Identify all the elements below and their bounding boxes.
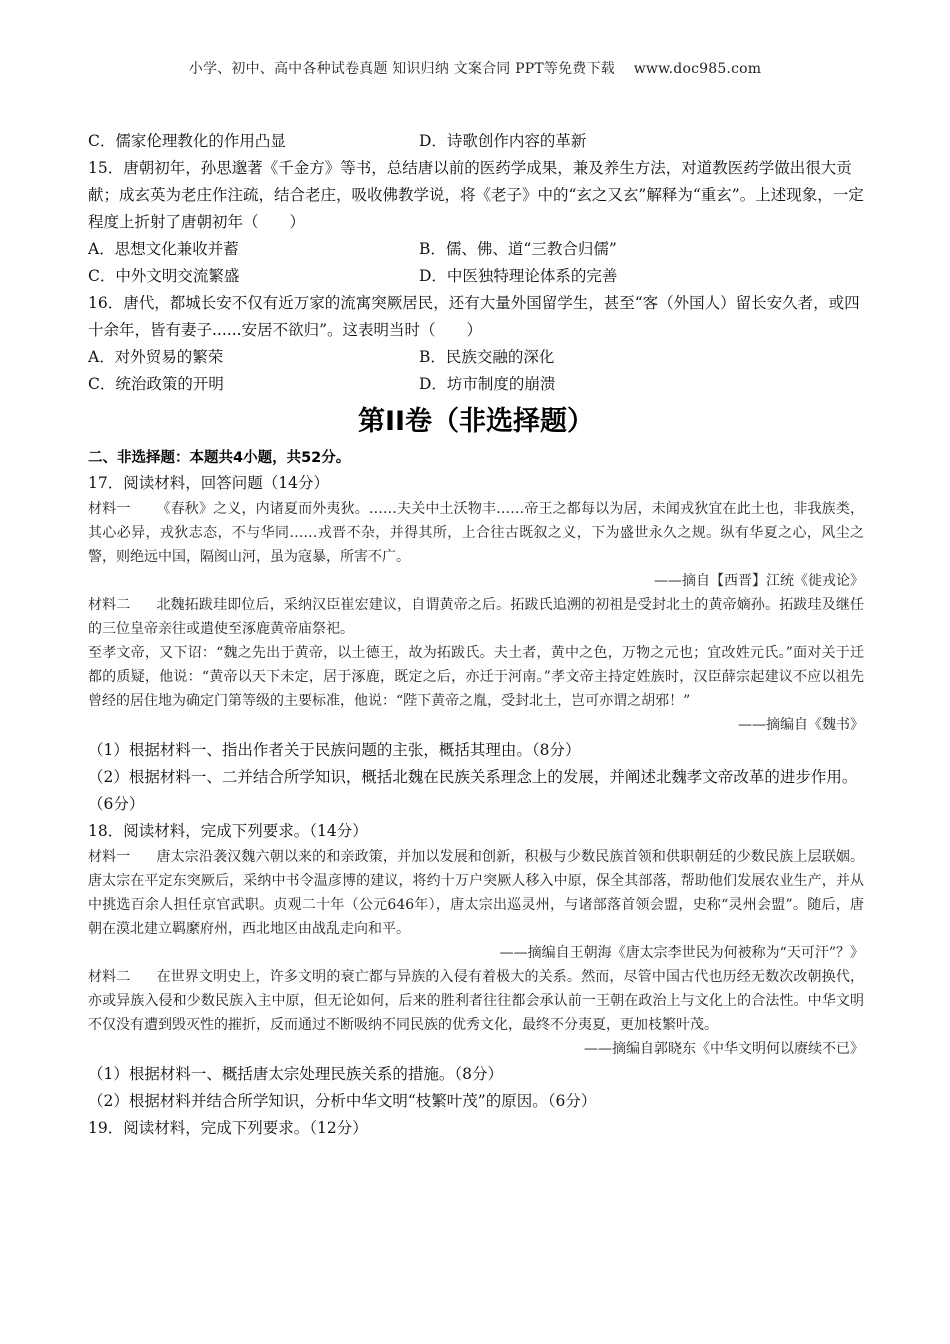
q15-options-cd	[88, 263, 864, 290]
q17-material-1-source: ——摘自【西晋】江统《徙戎论》	[654, 573, 864, 589]
q17-material-1-label: 材料一	[88, 501, 131, 517]
q17-material-2-text-2: 至孝文帝，又下诏：“魏之先出于黄帝，以土德王，故为拓跋氏。夫土者，黄中之色，万物之元也；宜改姓元氏。”面对关于迁都的质疑，他说：“黄帝以天下未定，居于涿鹿，既定之后，亦迁于河南。”孝文帝主持定姓族时，汉臣薛宗起建议不应以祖先曾经的居住地为确定门第等级的主要标准，他说：“陛下黄帝之胤，受封北土，岂可亦谓之胡邪！”	[88, 645, 864, 709]
q17-sub-question-2: （2）根据材料一、二并结合所学知识，概括北魏在民族关系理念上的发展，并阐述北魏孝文帝改革的进步作用。（6分）	[88, 768, 858, 813]
q18-material-2-text: 在世界文明史上，许多文明的衰亡都与异族的入侵有着极大的关系。然而，尽管中国古代也历经无数次改朝换代，亦或异族入侵和少数民族入主中原，但无论如何，后来的胜利者往往都会承认前一王朝在政治上与文化上的合法性。中华文明不仅没有遭到毁灭性的摧折，反而通过不断吸纳不同民族的优秀文化，最终不分夷夏，更加枝繁叶茂。	[88, 969, 865, 1033]
q18-material-1-label: 材料一	[88, 849, 131, 865]
q15-option-a: A．思想文化兼收并蓄	[88, 240, 239, 258]
q16-options-cd	[88, 371, 864, 398]
q18-material-1-source: ——摘编自王朝海《唐太宗李世民为何被称为“天可汗”？》	[499, 945, 864, 961]
q17-stem: 17．阅读材料，回答问题（14分）	[88, 474, 329, 492]
q17-material-2-source: ——摘编自《魏书》	[738, 717, 864, 733]
q15-option-d: D．中医独特理论体系的完善	[419, 267, 618, 285]
q18-material-1-text: 唐太宗沿袭汉魏六朝以来的和亲政策，并加以发展和创新，积极与少数民族首领和供职朝廷的少数民族上层联姻。唐太宗在平定东突厥后，采纳中书令温彦博的建议，将约十万户突厥人移入中原，保全其部落，帮助他们发展农业生产，并从中挑选百余人担任京官武职。贞观二十年（公元646年），唐太宗出巡灵州，与诸部落首领会盟，史称“灵州会盟”。随后，唐朝在漠北建立羁縻府州，西北地区由战乱走向和平。	[88, 849, 865, 937]
page-header: 小学、初中、高中各种试卷真题 知识归纳 文案合同 PPT等免费下载 www.doc985.com	[188, 61, 762, 77]
q18-sub-question-2: （2）根据材料并结合所学知识，分析中华文明“枝繁叶茂”的原因。（6分）	[88, 1092, 597, 1110]
q16-option-d: D．坊市制度的崩溃	[419, 375, 556, 393]
q16-options-ab	[88, 344, 864, 371]
q14-option-d: D．诗歌创作内容的革新	[419, 132, 587, 150]
q16-option-c: C．统治政策的开明	[88, 375, 224, 393]
q16-option-b: B．民族交融的深化	[419, 348, 555, 366]
q17-material-2-label: 材料二	[88, 597, 131, 613]
q15-option-b: B．儒、佛、道“三教合归儒”	[419, 240, 617, 258]
q17-material-1	[88, 497, 864, 569]
q17-material-1-text: 《春秋》之义，内诸夏而外夷狄。……夫关中土沃物丰……帝王之都每以为居，未闻戎狄宜在此土也，非我族类，其心必异，戎狄志态，不与华同……戎晋不杂，并得其所，上合往古既叙之义，下为盛世永久之规。纵有华夏之心，风尘之警，则绝远中国，隔阂山河，虽为寇暴，所害不广。	[88, 501, 865, 565]
q19-stem: 19．阅读材料，完成下列要求。（12分）	[88, 1119, 368, 1137]
q17-sub-question-1: （1）根据材料一、指出作者关于民族问题的主张，概括其理由。（8分）	[88, 741, 581, 759]
section-2-subtitle: 二、非选择题：本题共4小题，共52分。	[88, 450, 351, 466]
q15-stem: 15．唐朝初年，孙思邈著《千金方》等书，总结唐以前的医药学成果，兼及养生方法，对道教医药学做出很大贡献；成玄英为老庄作注疏，结合老庄，吸收佛教学说，将《老子》中的“玄之又玄”解释为“重玄”。上述现象，一定程度上折射了唐朝初年（ ）	[88, 159, 864, 231]
q16-option-a: A．对外贸易的繁荣	[88, 348, 224, 366]
q17-material-2-text: 北魏拓跋珪即位后，采纳汉臣崔宏建议，自谓黄帝之后。拓跋氏追溯的初祖是受封北土的黄帝嫡孙。拓跋珪及继任的三位皇帝亲往或遣使至涿鹿黄帝庙祭祀。	[88, 597, 865, 637]
q18-material-1	[88, 845, 864, 941]
q14-options-cd	[88, 128, 864, 155]
q18-sub-question-1: （1）根据材料一、概括唐太宗处理民族关系的措施。（8分）	[88, 1065, 503, 1083]
q18-material-2-label: 材料二	[88, 969, 131, 985]
q18-material-2	[88, 965, 864, 1037]
q15-options-ab	[88, 236, 864, 263]
q18-material-2-source: ——摘编自郭晓东《中华文明何以赓续不已》	[584, 1041, 864, 1057]
q17-material-2	[88, 593, 864, 641]
q15-option-c: C．中外文明交流繁盛	[88, 267, 240, 285]
q16-stem: 16．唐代，都城长安不仅有近万家的流寓突厥居民，还有大量外国留学生，甚至“客（外国人）留长安久者，或四十余年，皆有妻子......安居不欲归”。这表明当时（ ）	[88, 294, 860, 339]
section-2-title: 第II卷（非选择题）	[357, 406, 595, 437]
q18-stem: 18．阅读材料，完成下列要求。（14分）	[88, 822, 368, 840]
q14-option-c: C．儒家伦理教化的作用凸显	[88, 132, 286, 150]
page-content	[88, 128, 864, 1142]
